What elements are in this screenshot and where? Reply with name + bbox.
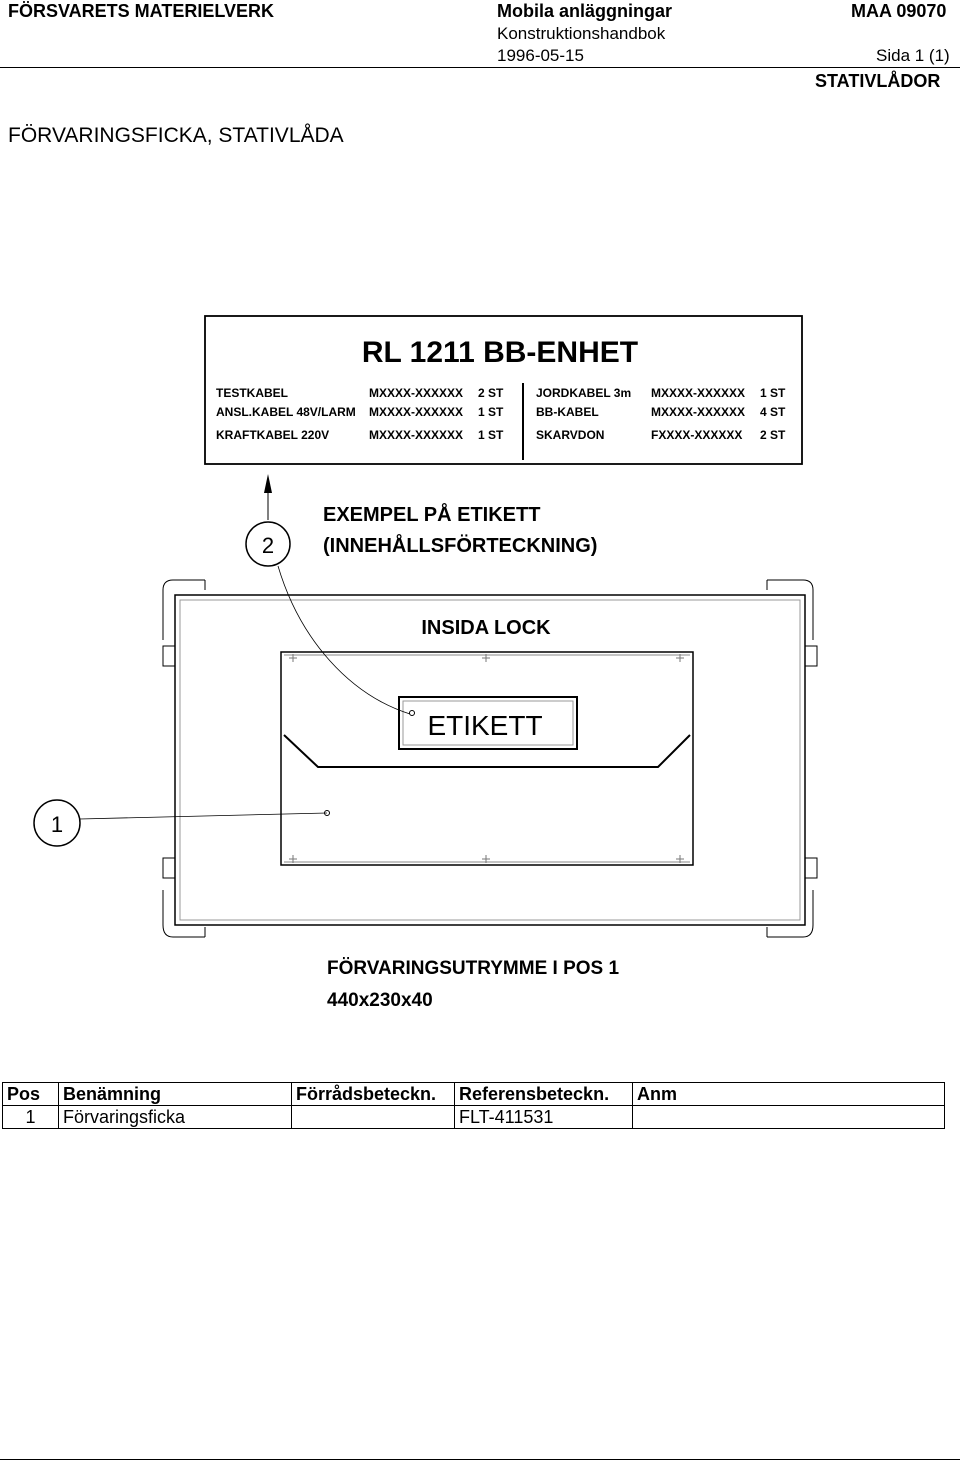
label-row-qty: 4 ST	[760, 405, 786, 419]
storage-dimensions-text: 440x230x40	[327, 990, 433, 1011]
label-row-code: MXXXX-XXXXXX	[369, 386, 464, 400]
column-header: Pos	[3, 1083, 59, 1106]
column-header: Benämning	[59, 1083, 292, 1106]
callout-number: 1	[50, 812, 64, 837]
label-row-name: BB-KABEL	[536, 405, 599, 419]
callout-number: 2	[261, 533, 275, 558]
leader-line	[278, 566, 410, 714]
parts-table	[2, 1082, 945, 1129]
label-plate	[399, 697, 577, 749]
label-row-code: MXXXX-XXXXXX	[369, 428, 464, 442]
page-title: FÖRVARINGSFICKA, STATIVLÅDA	[8, 124, 344, 147]
column-header: Referensbeteckn.	[455, 1083, 633, 1106]
label-row-qty: 2 ST	[478, 386, 504, 400]
callout-pos-2	[246, 522, 290, 566]
page-number: Sida 1 (1)	[876, 46, 950, 65]
label-example-box	[205, 316, 802, 464]
example-label-text: EXEMPEL PÅ ETIKETT	[323, 504, 541, 526]
label-row-name: TESTKABEL	[216, 386, 288, 400]
table-cell	[633, 1106, 945, 1129]
column-header: Anm	[633, 1083, 945, 1106]
footer-rule	[0, 1459, 960, 1460]
label-row-qty: 1 ST	[478, 428, 504, 442]
label-row-qty: 1 ST	[478, 405, 504, 419]
doc-title: Mobila anläggningar	[497, 1, 673, 21]
section-title: STATIVLÅDOR	[815, 71, 941, 91]
table-header-row	[3, 1083, 945, 1106]
table-cell: Förvaringsficka	[59, 1106, 292, 1129]
doc-subtitle: Konstruktionshandbok	[497, 24, 666, 43]
storage-space-text: FÖRVARINGSUTRYMME I POS 1	[327, 958, 620, 979]
inside-lid-label: INSIDA LOCK	[421, 617, 551, 639]
table-cell	[292, 1106, 455, 1129]
storage-pocket	[281, 652, 693, 865]
label-row-name: JORDKABEL 3m	[536, 386, 632, 400]
label-row-code: MXXXX-XXXXXX	[651, 386, 746, 400]
label-row-code: MXXXX-XXXXXX	[369, 405, 464, 419]
table-cell: FLT-411531	[455, 1106, 633, 1129]
label-row-name: SKARVDON	[536, 428, 605, 442]
label-row-name: ANSL.KABEL 48V/LARM	[216, 405, 356, 419]
table-cell: 1	[3, 1106, 59, 1129]
org-name: FÖRSVARETS MATERIELVERK	[8, 1, 275, 21]
label-row-code: MXXXX-XXXXXX	[651, 405, 746, 419]
callout-pos-1	[34, 800, 80, 846]
label-row-qty: 2 ST	[760, 428, 786, 442]
label-row-qty: 1 ST	[760, 386, 786, 400]
label-row-name: KRAFTKABEL 220V	[216, 428, 330, 442]
label-example-title: RL 1211 BB-ENHET	[361, 336, 639, 369]
table-row	[3, 1106, 945, 1129]
column-header: Förrådsbeteckn.	[292, 1083, 455, 1106]
example-label-text: (INNEHÅLLSFÖRTECKNING)	[323, 535, 598, 557]
leader-line	[80, 813, 327, 819]
label-plate-text: ETIKETT	[427, 710, 543, 741]
arrow-up-icon	[264, 474, 272, 520]
doc-date: 1996-05-15	[497, 46, 584, 65]
label-row-code: FXXXX-XXXXXX	[651, 428, 743, 442]
doc-number: MAA 09070	[851, 1, 947, 21]
